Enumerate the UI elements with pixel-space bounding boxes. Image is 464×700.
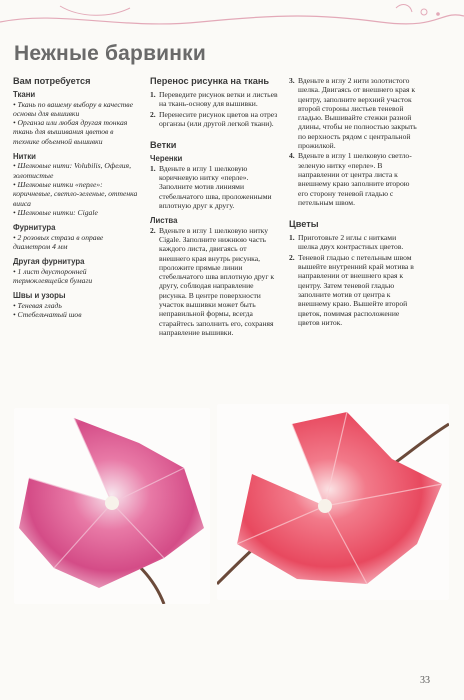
materials-item: • Теневая гладь — [13, 300, 62, 310]
step-item — [150, 90, 278, 109]
cuttings-label: Черенки — [150, 154, 183, 164]
step-number: 4. — [289, 151, 295, 161]
step-item — [150, 110, 278, 129]
materials-column — [13, 76, 139, 326]
materials-list — [13, 267, 139, 286]
materials-heading: Вам потребуется — [13, 76, 91, 86]
cuttings-steps — [150, 164, 278, 210]
leaves-steps — [150, 226, 278, 338]
materials-group-label: Швы и узоры — [13, 291, 66, 301]
page-number: 33 — [420, 675, 430, 686]
step-number: 1. — [289, 233, 295, 243]
materials-list — [13, 100, 139, 146]
leaf-steps-continued — [289, 76, 417, 207]
instructions-column — [150, 76, 278, 343]
step-number: 2. — [150, 109, 156, 119]
step-number: 1. — [150, 163, 156, 173]
materials-item: • Шелковые нитки: Cigale — [13, 207, 98, 217]
leaves-label: Листва — [150, 216, 178, 226]
step-number: 3. — [289, 76, 295, 85]
materials-item: • Органза или любая другая тонкая ткань для вышивания цветов в технике объемной вышивки — [13, 118, 128, 146]
step-text: Вденьте в иглу 1 шелковую коричневую нитку «перле». Заполните мотив линиями стебельчатого шва, проложенными вплотную друг к другу. — [159, 163, 272, 210]
materials-group-label: Фурнитура — [13, 223, 56, 233]
step-text: Перенесите рисунок цветов на отрез органзы (или другой легкой ткани). — [159, 109, 278, 128]
step-text: Вденьте в иглу 1 шелковую нитку Cigale. Заполните нижнюю часть каждого листа, двигаясь от внешнего края внутрь рисунка, проложите прямые линии стебельчатого шва вплотную друг к другу, соблюдая направление рисунка. В центре поверхности участок вышивки может быть неправильной формы, всегда старайтесь заполнить его, сохраняя направление вышивки. — [159, 225, 275, 337]
materials-item: • 2 розовых страза в оправе диаметром 4 мм — [13, 232, 104, 252]
materials-item: • Шелковые нитки «перле»: коричневые, светло-зеленые, оттенка вииса — [13, 180, 138, 208]
step-number: 2. — [150, 225, 156, 235]
step-item — [289, 76, 417, 150]
instructions-column-continued — [289, 76, 417, 333]
step-number: 2. — [289, 252, 295, 262]
step-text: Вденьте в иглу 2 нити золотистого шелка. Двигаясь от внешнего края к центру, заполните верхний участок второй стороны листьев теневой гладью. Вышивайте стежки разной длины, чтобы не полностью закрыть по верхность рядом с центральной прожилкой. — [298, 76, 417, 151]
materials-item: • Ткань по вашему выбору в качестве основы для вышивки — [13, 99, 133, 118]
materials-item: • Стебельчатый шов — [13, 310, 82, 320]
flower-photo-coral — [217, 404, 449, 600]
materials-group-label: Другая фурнитура — [13, 257, 85, 267]
flower-photo-pink — [14, 408, 210, 604]
transfer-heading: Перенос рисунка на ткань — [150, 76, 270, 86]
materials-list — [13, 301, 139, 320]
step-item — [289, 151, 417, 207]
flowers-heading: Цветы — [289, 219, 319, 230]
materials-group-label: Ткани — [13, 90, 36, 99]
flowers-steps — [289, 233, 417, 327]
step-item — [150, 164, 278, 210]
decorative-swirl-header — [0, 0, 464, 40]
page-title: Нежные барвинки — [14, 42, 206, 65]
branches-heading: Ветки — [150, 140, 177, 151]
materials-group-label: Нитки — [13, 151, 36, 161]
materials-item: • Шелковые нити: Volubilis, Офелия, золотистые — [13, 161, 131, 180]
step-text: Теневой гладью с петельным швом вышейте внутренний край мотива в направлении от внешнего края к центру. Затем теневой гладью заполните мотив от центра к внешнему краю. Вышейте второй цветок, помимая расположение цветов ниток. — [298, 252, 414, 327]
materials-list — [13, 161, 139, 217]
step-number: 1. — [150, 90, 156, 99]
materials-list — [13, 233, 139, 252]
step-text: Приготовьте 2 иглы с нитками шелка двух контрастных цветов. — [298, 233, 404, 252]
transfer-steps — [150, 90, 278, 128]
step-text: Вденьте в иглу 1 шелковую светло-зеленую нитку «перле». В направлении от центра листа к внешнему краю заполните второю его сторону теневой гладью с петельным швом. — [298, 151, 412, 207]
step-item — [289, 253, 417, 327]
step-item — [150, 226, 278, 338]
materials-item: • 1 лист двусторонней термоклеящейся бумаги — [13, 266, 93, 286]
step-text: Переведите рисунок ветки и листьев на ткань-основу для вышивки. — [159, 90, 278, 109]
step-item — [289, 233, 417, 252]
